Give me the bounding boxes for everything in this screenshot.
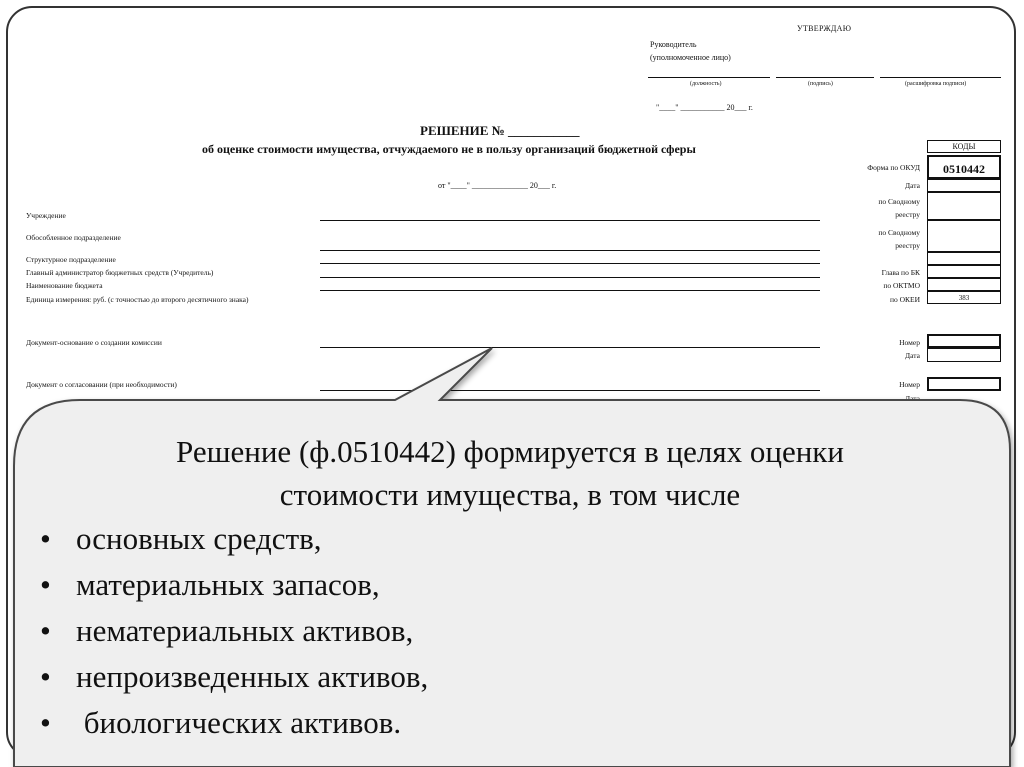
- list-item: [40, 516, 990, 562]
- label-agree-number: Номер: [899, 380, 920, 389]
- list-item: [40, 608, 990, 654]
- label-main-admin: Главный администратор бюджетных средств (Учредитель): [26, 268, 214, 277]
- label-oktmo: по ОКТМО: [883, 281, 920, 290]
- label-svod1-b: реестру: [895, 210, 920, 219]
- callout-text: [30, 430, 990, 746]
- okud-code-cell: 0510442: [927, 155, 1001, 179]
- callout-intro-line1: Решение (ф.0510442) формируется в целях оценки: [176, 434, 844, 469]
- label-doc-agree: Документ о согласовании (при необходимости): [26, 380, 177, 389]
- label-unit: Единица измерения: руб. (с точностью до второго десятичного знака): [26, 295, 249, 304]
- sig-caption-position: (должность): [690, 81, 722, 87]
- bullet-icon: •: [40, 705, 51, 740]
- decision-title: РЕШЕНИЕ № ___________: [420, 123, 580, 138]
- label-doc-date: Дата: [905, 351, 920, 360]
- list-item: [40, 700, 990, 746]
- asset-list: [40, 516, 990, 746]
- bullet-icon: •: [40, 659, 51, 694]
- decision-subtitle: об оценке стоимости имущества, отчуждаемого не в пользу организаций бюджетной сферы: [202, 142, 696, 156]
- list-item-text: нематериальных активов,: [76, 613, 414, 648]
- label-bk: Глава по БК: [881, 268, 920, 277]
- label-budget: Наименование бюджета: [26, 281, 103, 290]
- bullet-icon: •: [40, 567, 51, 602]
- label-doc-basis: Документ-основание о создании комиссии: [26, 338, 162, 347]
- list-item-text: основных средств,: [76, 521, 322, 556]
- label-structural: Структурное подразделение: [26, 255, 116, 264]
- bullet-icon: •: [40, 521, 51, 556]
- label-svod1-a: по Сводному: [878, 197, 920, 206]
- list-item: [40, 562, 990, 608]
- list-item: [40, 654, 990, 700]
- label-okud: Форма по ОКУД: [867, 163, 920, 172]
- label-svod2-b: реестру: [895, 241, 920, 250]
- bullet-icon: •: [40, 613, 51, 648]
- callout-intro-line2: стоимости имущества, в том числе: [279, 477, 741, 512]
- list-item-text: материальных запасов,: [76, 567, 380, 602]
- label-doc-number: Номер: [899, 338, 920, 347]
- label-okei: по ОКЕИ: [889, 295, 920, 304]
- list-item-text: непроизведенных активов,: [76, 659, 429, 694]
- approve-label: УТВЕРЖДАЮ: [797, 24, 852, 33]
- label-branch: Обособленное подразделение: [26, 233, 121, 242]
- sig-caption-decode: (расшифровка подписи): [905, 81, 967, 87]
- label-institution: Учреждение: [26, 211, 66, 220]
- approve-date: "____" ___________ 20___ г.: [656, 103, 753, 112]
- code-cell-okei: 383: [927, 291, 1001, 304]
- label-agree-date: Дата: [905, 394, 920, 403]
- codes-header: КОДЫ: [927, 140, 1001, 153]
- label-svod2-a: по Сводному: [878, 228, 920, 237]
- list-item-text: биологических активов.: [76, 705, 402, 740]
- sig-caption-signature: (подпись): [808, 81, 833, 87]
- head-title: Руководитель: [650, 40, 697, 49]
- label-date: Дата: [905, 181, 920, 190]
- decision-date: от "____" ______________ 20___ г.: [438, 181, 557, 190]
- head-subtitle: (уполномоченное лицо): [650, 53, 731, 62]
